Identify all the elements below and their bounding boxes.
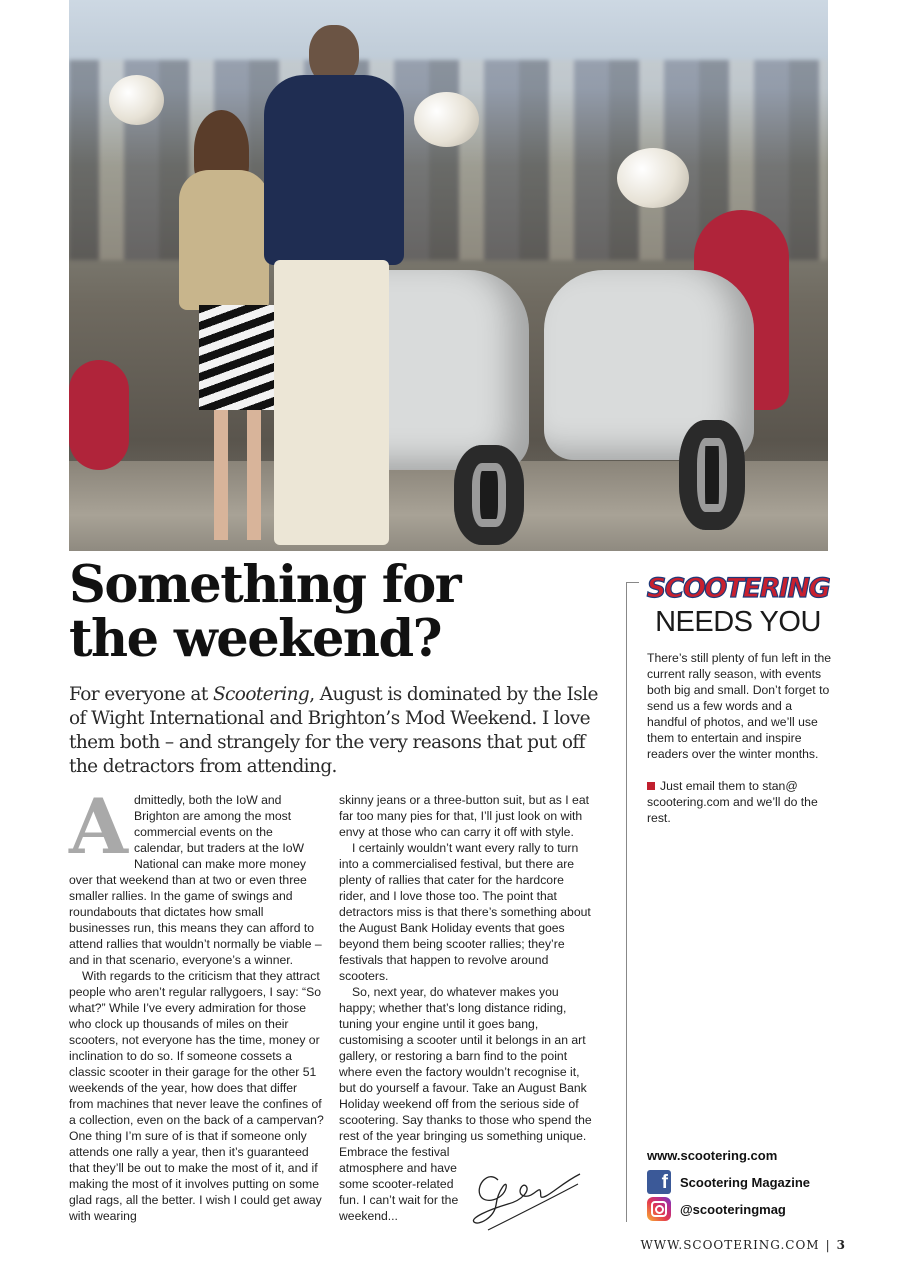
facebook-link[interactable] [647,1170,810,1194]
body-paragraph: With regards to the criticism that they attract people who aren’t regular rallygoers, I say: “So what?” While I’ve every admiration for those who clock up thousands of miles on their scooters, not everyone has the time, money or inclination to do so. If someone cossets a classic scooter in their garage for the other 51 weekends of the year, how does that differ from machines that never leave the confines of a collection, even on the back of a campervan? One thing I’m sure of is that if someone only attends one rally a year, then it’s guaranteed that they’ll be out to make the most of it, and if making the most of it involves putting on some glad rags, all the better. I wish I could get away with wearing [69,969,324,1223]
helmet [109,75,164,125]
helmet [414,92,479,147]
standfirst-magazine-name: Scootering [212,684,310,705]
scootering-logo [646,565,830,607]
author-signature [468,1160,586,1232]
drop-cap: A [69,782,128,871]
paragraph-text: dmittedly, both the IoW and Brighton are among the most commercial events on the calendar, but traders at the IoW National can make more money over that weekend than at two or even three smaller rallies. In the game of swings and roundabouts that dictates how small businesses run, this means they can afford to attend rallies that wouldn’t normally be viable – and in that scenario, everyone’s a winner. [69,793,322,967]
svg-text:SCOOTERING: SCOOTERING [646,573,830,604]
sidebar-heading: NEEDS YOU [655,606,821,638]
helmet [617,148,689,208]
scooter-wheel [454,445,524,545]
scooter-wheel [679,420,745,530]
body-paragraph [69,782,324,968]
email-note-text: Just email them to stan@ scootering.com and we’ll do the rest. [647,779,818,825]
facebook-icon: f [647,1170,671,1194]
website-link[interactable]: www.scootering.com [647,1148,778,1163]
sidebar-email-note [647,778,832,826]
instagram-link[interactable] [647,1197,786,1221]
article-headline [69,555,589,669]
hero-photo [69,0,828,551]
red-scooter [69,360,129,470]
instagram-label: @scooteringmag [680,1201,786,1217]
page-number: 3 [836,1238,846,1252]
standfirst-text: For everyone at [69,684,213,705]
red-bullet [647,782,655,790]
body-paragraph: I certainly wouldn’t want every rally to turn into a commercialised festival, but there are plenty of rallies that cater for the hardcore rider, and I love those too. The point that detractors miss is that there’s something about the August Bank Holiday events that goes beyond them being scooter rallies; they’re festivals that happen to revolve around scooters. [339,841,591,983]
body-paragraph: Embrace the festival atmosphere and have some scooter-related fun. I can’t wait for the weekend... [339,1145,459,1223]
headline-line: the weekend? [69,609,442,669]
footer-site: WWW.SCOOTERING.COM [640,1238,820,1252]
facebook-label: Scootering Magazine [680,1174,811,1190]
body-column-1 [69,782,324,1224]
instagram-icon [647,1197,671,1221]
standfirst [69,683,599,779]
footer-separator: | [825,1238,831,1252]
standfirst-text: , August is dominated by the Isle of Wight International and Brighton’s Mod Weekend. I love them both – and strangely for the very reasons that put off the detractors from attending. [69,684,598,777]
sidebar-text: There’s still plenty of fun left in the current rally season, with events both big and small. Don’t forget to send us a few words and a handful of photos, and we’ll use them to entertain and inspire readers over the winter months. [647,651,832,761]
page-footer [640,1238,846,1252]
man-figure [254,25,414,545]
headline-line: Something for [69,555,461,615]
body-paragraph: skinny jeans or a three-button suit, but as I eat far too many pies for that, I’ll just look on with envy at those who can carry it off with style. [339,793,589,839]
body-paragraph: So, next year, do whatever makes you happy; whether that’s long distance riding, tuning your engine until it goes bang, customising a scooter until it belongs in an art gallery, or restoring a barn find to the point where even the factory wouldn’t recognise it, but do yourself a favour. Take an August Bank Holiday weekend off from the serious side of scootering. Say thanks to those who spend the rest of the year bringing us something unique. [339,985,592,1143]
